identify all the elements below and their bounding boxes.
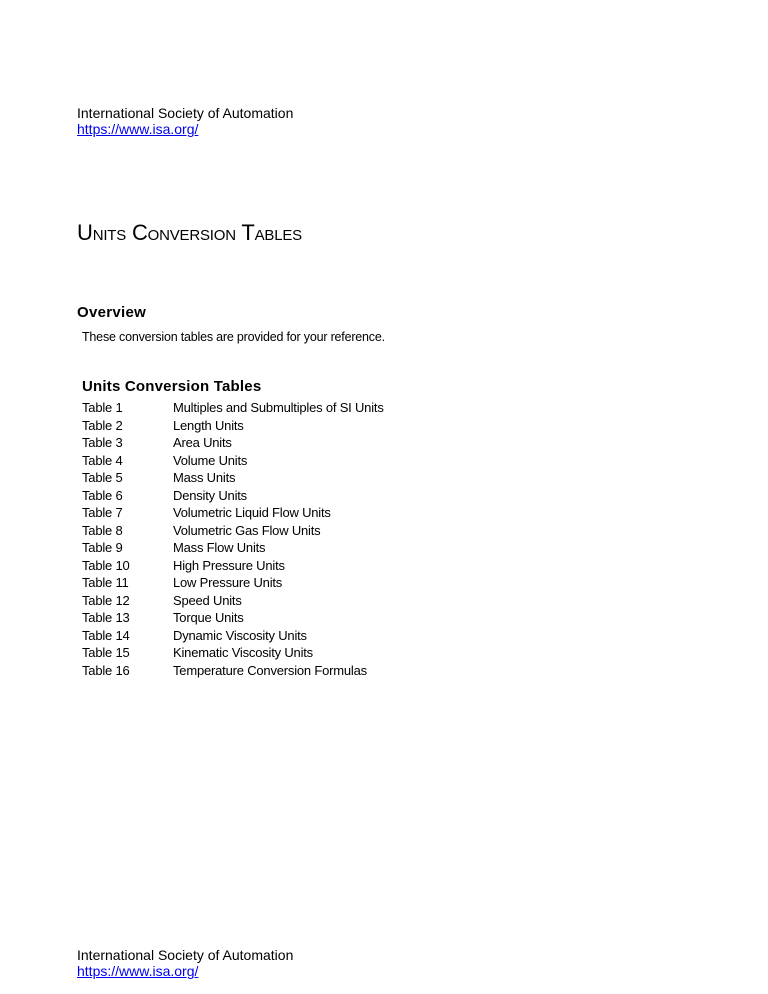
table-list-item	[82, 662, 384, 680]
table-name: Mass Flow Units	[173, 540, 266, 555]
table-list-item	[82, 609, 384, 627]
table-number: Table 7	[82, 505, 123, 520]
table-name: Volumetric Gas Flow Units	[173, 522, 321, 538]
table-name: Area Units	[173, 435, 232, 450]
table-list-item	[82, 434, 384, 452]
table-name: Temperature Conversion Formulas	[173, 662, 367, 678]
overview-heading: Overview	[77, 304, 147, 321]
table-list-item	[82, 574, 384, 592]
footer-org-name: International Society of Automation	[77, 947, 294, 963]
overview-text: These conversion tables are provided for your reference.	[82, 330, 385, 344]
table-name: Torque Units	[173, 610, 244, 625]
table-list-item	[82, 399, 384, 417]
footer-url-link[interactable]: https://www.isa.org/	[77, 963, 199, 979]
tables-list	[82, 399, 384, 679]
table-number: Table 1	[82, 400, 123, 415]
table-number: Table 6	[82, 487, 123, 503]
header-org-name: International Society of Automation	[77, 105, 294, 121]
table-list-item	[82, 627, 384, 645]
table-name: Low Pressure Units	[173, 575, 283, 590]
table-name: Volume Units	[173, 452, 248, 468]
table-number: Table 3	[82, 435, 123, 450]
table-number: Table 4	[82, 452, 123, 468]
document-title: Units Conversion Tables	[77, 220, 302, 245]
table-name: Density Units	[173, 487, 247, 503]
table-name: Speed Units	[173, 592, 242, 608]
table-number: Table 9	[82, 540, 123, 555]
table-list-item	[82, 557, 384, 575]
table-number: Table 10	[82, 557, 130, 573]
page-footer	[77, 947, 293, 979]
table-list-item	[82, 417, 384, 435]
header-url-link[interactable]: https://www.isa.org/	[77, 121, 199, 137]
table-list-item	[82, 452, 384, 470]
table-number: Table 5	[82, 470, 123, 485]
table-list-item	[82, 522, 384, 540]
table-number: Table 16	[82, 662, 130, 678]
table-number: Table 15	[82, 645, 130, 660]
table-number: Table 2	[82, 417, 123, 433]
table-name: High Pressure Units	[173, 557, 285, 573]
table-list-item	[82, 469, 384, 487]
table-number: Table 14	[82, 627, 130, 643]
table-list-item	[82, 592, 384, 610]
tables-list-heading: Units Conversion Tables	[82, 378, 262, 395]
page-header	[77, 105, 293, 137]
table-number: Table 8	[82, 522, 123, 538]
table-name: Multiples and Submultiples of SI Units	[173, 400, 384, 415]
table-number: Table 13	[82, 610, 130, 625]
table-name: Length Units	[173, 417, 244, 433]
table-list-item	[82, 539, 384, 557]
table-list-item	[82, 487, 384, 505]
table-name: Mass Units	[173, 470, 236, 485]
table-name: Volumetric Liquid Flow Units	[173, 505, 331, 520]
table-name: Dynamic Viscosity Units	[173, 627, 307, 643]
table-list-item	[82, 504, 384, 522]
table-name: Kinematic Viscosity Units	[173, 645, 313, 660]
table-list-item	[82, 644, 384, 662]
table-number: Table 11	[82, 575, 129, 590]
table-number: Table 12	[82, 592, 130, 608]
